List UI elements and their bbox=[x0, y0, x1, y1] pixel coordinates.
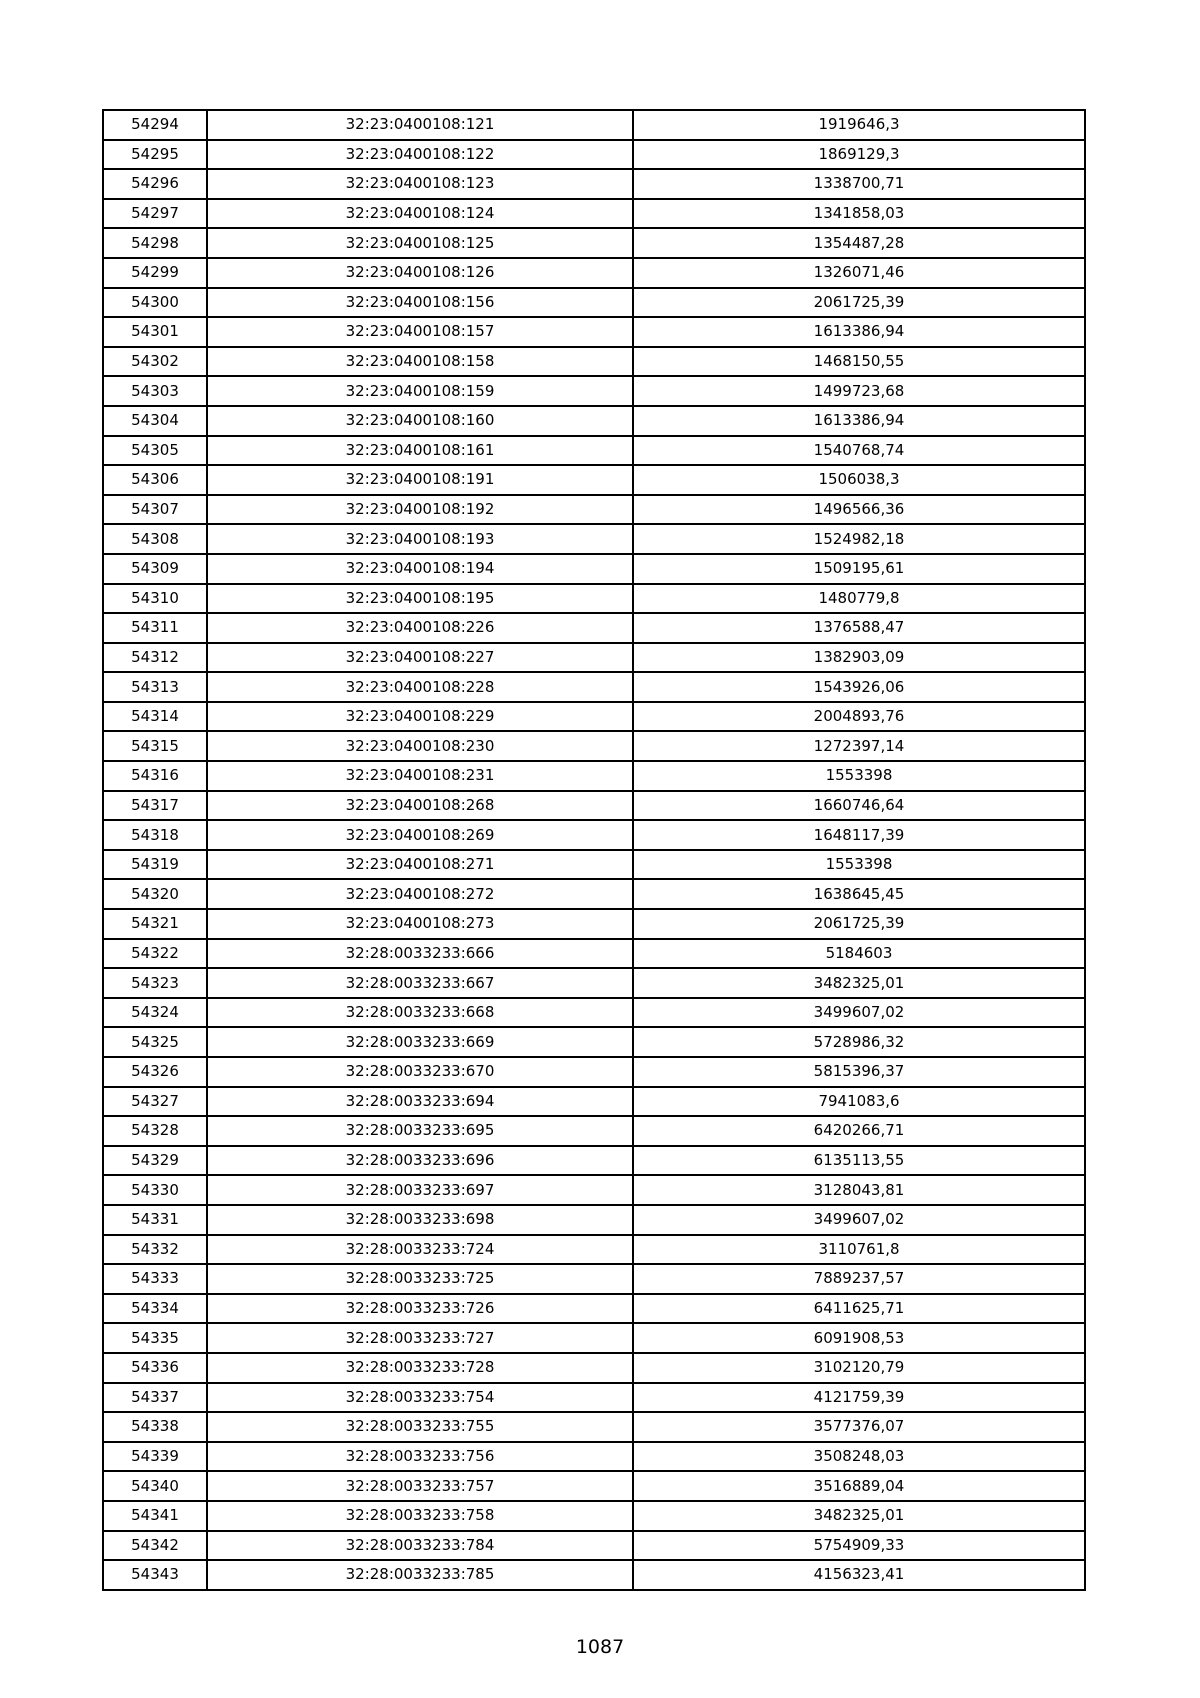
table-row bbox=[103, 879, 1085, 909]
table-row bbox=[103, 1560, 1085, 1590]
row-number-cell: 54321 bbox=[103, 909, 207, 939]
cadastral-value-cell: 1354487,28 bbox=[633, 228, 1085, 258]
cadastral-number-cell: 32:28:0033233:757 bbox=[207, 1471, 633, 1501]
cadastral-number-cell: 32:28:0033233:784 bbox=[207, 1531, 633, 1561]
table-row bbox=[103, 1412, 1085, 1442]
table-row bbox=[103, 495, 1085, 525]
cadastral-value-cell: 4156323,41 bbox=[633, 1560, 1085, 1590]
cadastral-value-cell: 3482325,01 bbox=[633, 1501, 1085, 1531]
cadastral-value-cell: 1499723,68 bbox=[633, 376, 1085, 406]
cadastral-number-cell: 32:23:0400108:123 bbox=[207, 169, 633, 199]
cadastral-number-cell: 32:28:0033233:694 bbox=[207, 1087, 633, 1117]
row-number-cell: 54302 bbox=[103, 347, 207, 377]
cadastral-number-cell: 32:23:0400108:126 bbox=[207, 258, 633, 288]
table-row bbox=[103, 554, 1085, 584]
table-row bbox=[103, 1531, 1085, 1561]
table-row bbox=[103, 1057, 1085, 1087]
cadastral-number-cell: 32:23:0400108:159 bbox=[207, 376, 633, 406]
cadastral-number-cell: 32:28:0033233:697 bbox=[207, 1175, 633, 1205]
table-row bbox=[103, 140, 1085, 170]
cadastral-number-cell: 32:28:0033233:695 bbox=[207, 1116, 633, 1146]
cadastral-number-cell: 32:23:0400108:268 bbox=[207, 791, 633, 821]
cadastral-number-cell: 32:23:0400108:273 bbox=[207, 909, 633, 939]
row-number-cell: 54296 bbox=[103, 169, 207, 199]
table-row bbox=[103, 465, 1085, 495]
cadastral-value-cell: 1326071,46 bbox=[633, 258, 1085, 288]
row-number-cell: 54317 bbox=[103, 791, 207, 821]
cadastral-number-cell: 32:23:0400108:272 bbox=[207, 879, 633, 909]
row-number-cell: 54295 bbox=[103, 140, 207, 170]
cadastral-value-cell: 1919646,3 bbox=[633, 110, 1085, 140]
cadastral-value-cell: 2061725,39 bbox=[633, 288, 1085, 318]
table-row bbox=[103, 939, 1085, 969]
row-number-cell: 54333 bbox=[103, 1264, 207, 1294]
cadastral-value-cell: 6420266,71 bbox=[633, 1116, 1085, 1146]
cadastral-number-cell: 32:28:0033233:725 bbox=[207, 1264, 633, 1294]
row-number-cell: 54318 bbox=[103, 820, 207, 850]
row-number-cell: 54304 bbox=[103, 406, 207, 436]
table-row bbox=[103, 199, 1085, 229]
row-number-cell: 54336 bbox=[103, 1353, 207, 1383]
table-row bbox=[103, 643, 1085, 673]
cadastral-value-cell: 3482325,01 bbox=[633, 968, 1085, 998]
table-row bbox=[103, 1442, 1085, 1472]
cadastral-value-cell: 1506038,3 bbox=[633, 465, 1085, 495]
cadastral-number-cell: 32:28:0033233:666 bbox=[207, 939, 633, 969]
cadastral-number-cell: 32:23:0400108:269 bbox=[207, 820, 633, 850]
row-number-cell: 54343 bbox=[103, 1560, 207, 1590]
cadastral-number-cell: 32:28:0033233:667 bbox=[207, 968, 633, 998]
table-row bbox=[103, 1205, 1085, 1235]
cadastral-value-cell: 5815396,37 bbox=[633, 1057, 1085, 1087]
row-number-cell: 54315 bbox=[103, 731, 207, 761]
table-row bbox=[103, 436, 1085, 466]
row-number-cell: 54337 bbox=[103, 1383, 207, 1413]
cadastral-value-cell: 3577376,07 bbox=[633, 1412, 1085, 1442]
table-row bbox=[103, 968, 1085, 998]
table-row bbox=[103, 702, 1085, 732]
row-number-cell: 54314 bbox=[103, 702, 207, 732]
cadastral-number-cell: 32:23:0400108:193 bbox=[207, 524, 633, 554]
table-row bbox=[103, 1294, 1085, 1324]
cadastral-number-cell: 32:23:0400108:160 bbox=[207, 406, 633, 436]
cadastral-number-cell: 32:23:0400108:271 bbox=[207, 850, 633, 880]
row-number-cell: 54305 bbox=[103, 436, 207, 466]
cadastral-number-cell: 32:28:0033233:754 bbox=[207, 1383, 633, 1413]
cadastral-number-cell: 32:23:0400108:228 bbox=[207, 672, 633, 702]
cadastral-value-cell: 1509195,61 bbox=[633, 554, 1085, 584]
cadastral-value-cell: 1480779,8 bbox=[633, 584, 1085, 614]
row-number-cell: 54310 bbox=[103, 584, 207, 614]
row-number-cell: 54323 bbox=[103, 968, 207, 998]
cadastral-number-cell: 32:28:0033233:698 bbox=[207, 1205, 633, 1235]
cadastral-number-cell: 32:23:0400108:229 bbox=[207, 702, 633, 732]
cadastral-number-cell: 32:23:0400108:122 bbox=[207, 140, 633, 170]
cadastral-number-cell: 32:28:0033233:669 bbox=[207, 1027, 633, 1057]
cadastral-value-cell: 1376588,47 bbox=[633, 613, 1085, 643]
table-row bbox=[103, 584, 1085, 614]
cadastral-value-cell: 1272397,14 bbox=[633, 731, 1085, 761]
row-number-cell: 54313 bbox=[103, 672, 207, 702]
row-number-cell: 54334 bbox=[103, 1294, 207, 1324]
table-row bbox=[103, 761, 1085, 791]
table-row bbox=[103, 850, 1085, 880]
cadastral-number-cell: 32:23:0400108:157 bbox=[207, 317, 633, 347]
cadastral-value-cell: 1553398 bbox=[633, 761, 1085, 791]
row-number-cell: 54339 bbox=[103, 1442, 207, 1472]
table-row bbox=[103, 1146, 1085, 1176]
row-number-cell: 54303 bbox=[103, 376, 207, 406]
row-number-cell: 54306 bbox=[103, 465, 207, 495]
table-row bbox=[103, 317, 1085, 347]
table-row bbox=[103, 1501, 1085, 1531]
row-number-cell: 54294 bbox=[103, 110, 207, 140]
table-row bbox=[103, 998, 1085, 1028]
cadastral-value-cell: 5728986,32 bbox=[633, 1027, 1085, 1057]
table-row bbox=[103, 613, 1085, 643]
cadastral-number-cell: 32:28:0033233:696 bbox=[207, 1146, 633, 1176]
cadastral-value-cell: 3110761,8 bbox=[633, 1235, 1085, 1265]
row-number-cell: 54322 bbox=[103, 939, 207, 969]
cadastral-number-cell: 32:28:0033233:724 bbox=[207, 1235, 633, 1265]
cadastral-value-cell: 3516889,04 bbox=[633, 1471, 1085, 1501]
cadastral-number-cell: 32:23:0400108:227 bbox=[207, 643, 633, 673]
cadastral-number-cell: 32:28:0033233:670 bbox=[207, 1057, 633, 1087]
cadastral-number-cell: 32:28:0033233:756 bbox=[207, 1442, 633, 1472]
table-row bbox=[103, 820, 1085, 850]
cadastral-value-cell: 1543926,06 bbox=[633, 672, 1085, 702]
cadastral-value-cell: 5754909,33 bbox=[633, 1531, 1085, 1561]
cadastral-value-cell: 3508248,03 bbox=[633, 1442, 1085, 1472]
table-row bbox=[103, 909, 1085, 939]
table-row bbox=[103, 1175, 1085, 1205]
cadastral-number-cell: 32:23:0400108:194 bbox=[207, 554, 633, 584]
cadastral-value-cell: 6091908,53 bbox=[633, 1323, 1085, 1353]
cadastral-value-cell: 1540768,74 bbox=[633, 436, 1085, 466]
cadastral-value-cell: 3102120,79 bbox=[633, 1353, 1085, 1383]
row-number-cell: 54328 bbox=[103, 1116, 207, 1146]
cadastral-number-cell: 32:28:0033233:726 bbox=[207, 1294, 633, 1324]
cadastral-value-cell: 4121759,39 bbox=[633, 1383, 1085, 1413]
row-number-cell: 54319 bbox=[103, 850, 207, 880]
cadastral-number-cell: 32:28:0033233:727 bbox=[207, 1323, 633, 1353]
cadastral-value-cell: 1338700,71 bbox=[633, 169, 1085, 199]
row-number-cell: 54300 bbox=[103, 288, 207, 318]
table-row bbox=[103, 1235, 1085, 1265]
cadastral-number-cell: 32:28:0033233:728 bbox=[207, 1353, 633, 1383]
cadastral-number-cell: 32:23:0400108:125 bbox=[207, 228, 633, 258]
cadastral-value-cell: 2061725,39 bbox=[633, 909, 1085, 939]
cadastral-value-cell: 3128043,81 bbox=[633, 1175, 1085, 1205]
cadastral-number-cell: 32:23:0400108:226 bbox=[207, 613, 633, 643]
cadastral-value-cell: 1869129,3 bbox=[633, 140, 1085, 170]
table-row bbox=[103, 1087, 1085, 1117]
table-row bbox=[103, 288, 1085, 318]
row-number-cell: 54326 bbox=[103, 1057, 207, 1087]
row-number-cell: 54338 bbox=[103, 1412, 207, 1442]
cadastral-number-cell: 32:23:0400108:158 bbox=[207, 347, 633, 377]
cadastral-value-cell: 6135113,55 bbox=[633, 1146, 1085, 1176]
table-row bbox=[103, 258, 1085, 288]
cadastral-value-cell: 1553398 bbox=[633, 850, 1085, 880]
table-row bbox=[103, 1471, 1085, 1501]
cadastral-number-cell: 32:23:0400108:192 bbox=[207, 495, 633, 525]
table-row bbox=[103, 1353, 1085, 1383]
table-row bbox=[103, 110, 1085, 140]
table-row bbox=[103, 1116, 1085, 1146]
cadastral-value-cell: 1341858,03 bbox=[633, 199, 1085, 229]
row-number-cell: 54324 bbox=[103, 998, 207, 1028]
cadastral-value-cell: 1613386,94 bbox=[633, 406, 1085, 436]
table-row bbox=[103, 376, 1085, 406]
cadastral-value-cell: 7889237,57 bbox=[633, 1264, 1085, 1294]
row-number-cell: 54320 bbox=[103, 879, 207, 909]
cadastral-value-cell: 1660746,64 bbox=[633, 791, 1085, 821]
cadastral-value-cell: 1468150,55 bbox=[633, 347, 1085, 377]
table-row bbox=[103, 347, 1085, 377]
row-number-cell: 54340 bbox=[103, 1471, 207, 1501]
cadastral-number-cell: 32:28:0033233:785 bbox=[207, 1560, 633, 1590]
row-number-cell: 54327 bbox=[103, 1087, 207, 1117]
cadastral-number-cell: 32:23:0400108:191 bbox=[207, 465, 633, 495]
row-number-cell: 54298 bbox=[103, 228, 207, 258]
table-row bbox=[103, 731, 1085, 761]
row-number-cell: 54301 bbox=[103, 317, 207, 347]
cadastral-value-cell: 3499607,02 bbox=[633, 998, 1085, 1028]
row-number-cell: 54312 bbox=[103, 643, 207, 673]
cadastral-value-cell: 6411625,71 bbox=[633, 1294, 1085, 1324]
row-number-cell: 54332 bbox=[103, 1235, 207, 1265]
cadastral-value-cell: 5184603 bbox=[633, 939, 1085, 969]
table-row bbox=[103, 169, 1085, 199]
cadastral-value-cell: 1638645,45 bbox=[633, 879, 1085, 909]
row-number-cell: 54299 bbox=[103, 258, 207, 288]
table-row bbox=[103, 1027, 1085, 1057]
table-row bbox=[103, 1323, 1085, 1353]
row-number-cell: 54307 bbox=[103, 495, 207, 525]
cadastral-number-cell: 32:23:0400108:230 bbox=[207, 731, 633, 761]
cadastral-number-cell: 32:28:0033233:668 bbox=[207, 998, 633, 1028]
cadastral-value-cell: 1648117,39 bbox=[633, 820, 1085, 850]
row-number-cell: 54309 bbox=[103, 554, 207, 584]
row-number-cell: 54297 bbox=[103, 199, 207, 229]
cadastral-value-cell: 7941083,6 bbox=[633, 1087, 1085, 1117]
row-number-cell: 54331 bbox=[103, 1205, 207, 1235]
row-number-cell: 54342 bbox=[103, 1531, 207, 1561]
cadastral-number-cell: 32:23:0400108:195 bbox=[207, 584, 633, 614]
cadastral-number-cell: 32:23:0400108:161 bbox=[207, 436, 633, 466]
row-number-cell: 54329 bbox=[103, 1146, 207, 1176]
cadastral-number-cell: 32:23:0400108:156 bbox=[207, 288, 633, 318]
table-row bbox=[103, 672, 1085, 702]
cadastral-value-cell: 1524982,18 bbox=[633, 524, 1085, 554]
cadastral-value-cell: 1613386,94 bbox=[633, 317, 1085, 347]
row-number-cell: 54316 bbox=[103, 761, 207, 791]
cadastral-number-cell: 32:23:0400108:121 bbox=[207, 110, 633, 140]
row-number-cell: 54341 bbox=[103, 1501, 207, 1531]
cadastral-number-cell: 32:28:0033233:758 bbox=[207, 1501, 633, 1531]
row-number-cell: 54325 bbox=[103, 1027, 207, 1057]
table-row bbox=[103, 228, 1085, 258]
row-number-cell: 54330 bbox=[103, 1175, 207, 1205]
cadastral-value-cell: 1496566,36 bbox=[633, 495, 1085, 525]
cadastral-value-cell: 1382903,09 bbox=[633, 643, 1085, 673]
row-number-cell: 54311 bbox=[103, 613, 207, 643]
table-row bbox=[103, 791, 1085, 821]
cadastral-number-cell: 32:23:0400108:231 bbox=[207, 761, 633, 791]
table-row bbox=[103, 406, 1085, 436]
cadastral-number-cell: 32:23:0400108:124 bbox=[207, 199, 633, 229]
row-number-cell: 54335 bbox=[103, 1323, 207, 1353]
row-number-cell: 54308 bbox=[103, 524, 207, 554]
cadastral-value-cell: 2004893,76 bbox=[633, 702, 1085, 732]
table-row bbox=[103, 1264, 1085, 1294]
table-body bbox=[103, 110, 1085, 1590]
page-number: 1087 bbox=[575, 1636, 625, 1658]
cadastral-value-table bbox=[102, 109, 1086, 1591]
cadastral-value-cell: 3499607,02 bbox=[633, 1205, 1085, 1235]
cadastral-number-cell: 32:28:0033233:755 bbox=[207, 1412, 633, 1442]
table-row bbox=[103, 524, 1085, 554]
table-row bbox=[103, 1383, 1085, 1413]
